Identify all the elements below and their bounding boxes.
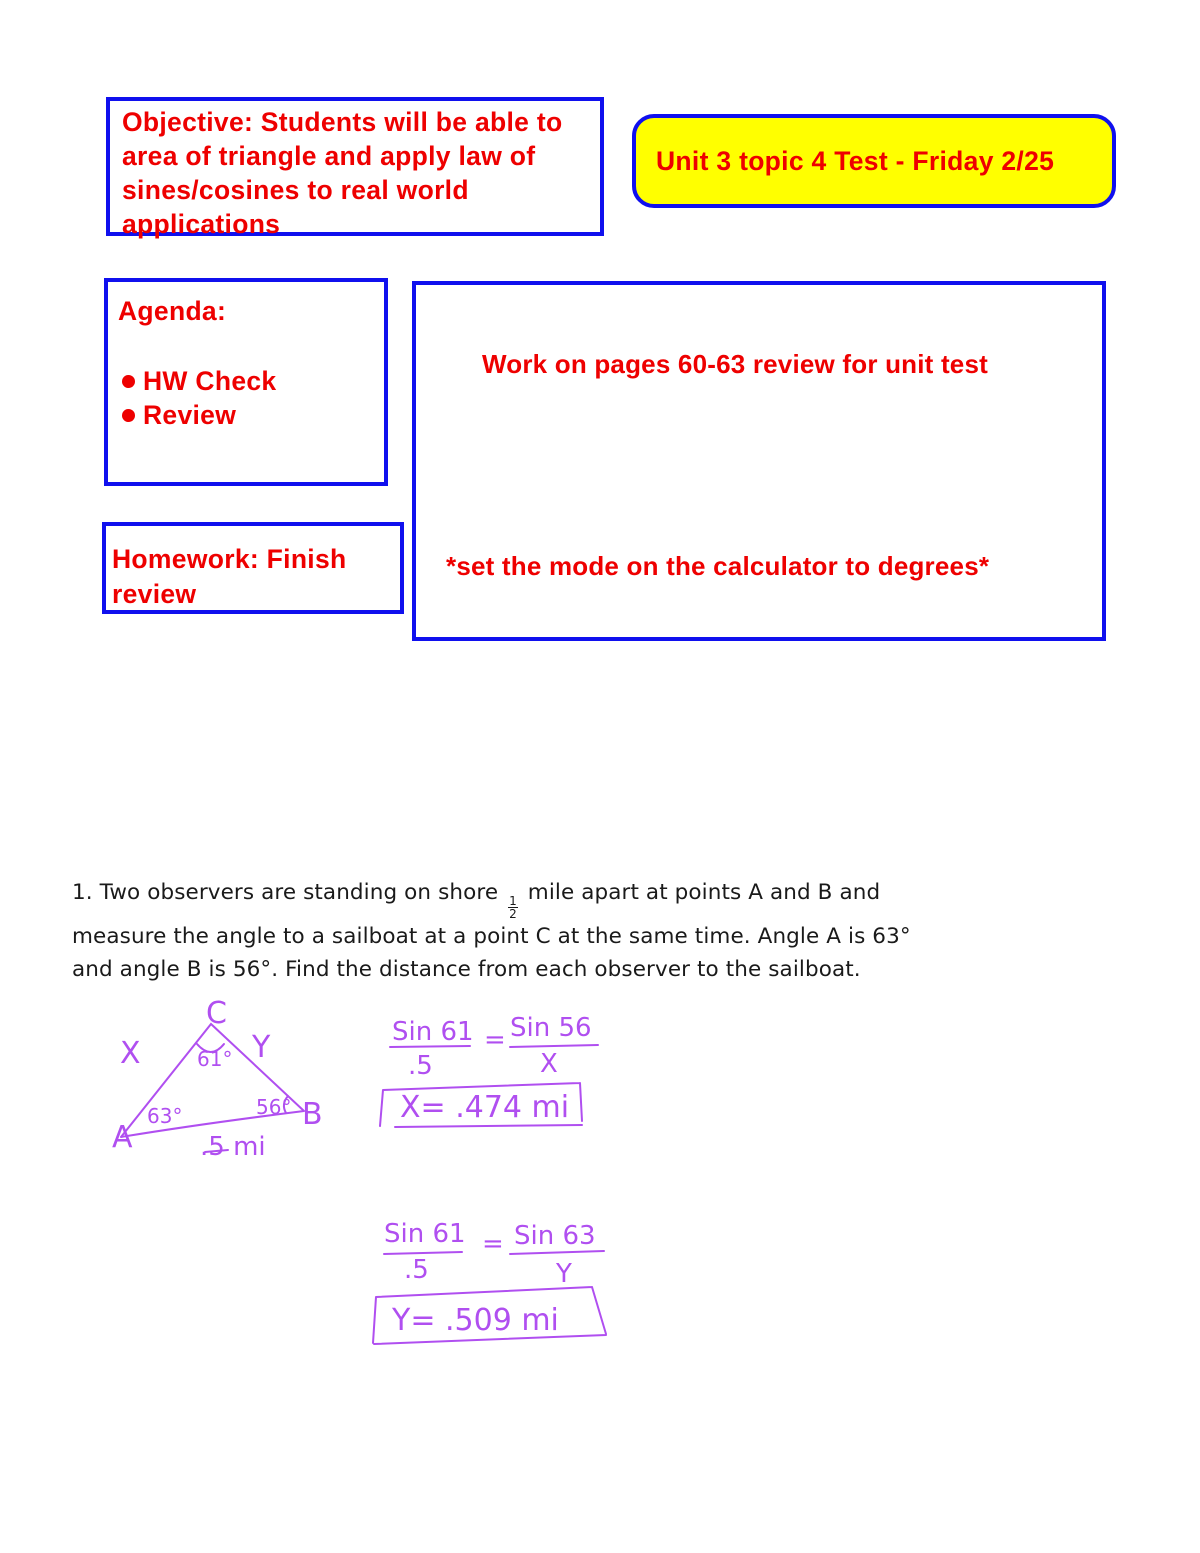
eq1-equals: = (484, 1025, 506, 1055)
problem-line1-end: mile apart at points A and B and (527, 880, 881, 905)
eq2-equals: = (482, 1229, 504, 1259)
homework-line: Homework: Finish (112, 544, 347, 574)
objective-line: applications (122, 209, 281, 239)
test-date-text: Unit 3 topic 4 Test - Friday 2/25 (656, 146, 1055, 176)
problem-line1-start: 1. Two observers are standing on shore (72, 880, 499, 905)
angle-b-label: 56° (256, 1095, 292, 1119)
eq1-left-numerator: Sin 61 (392, 1017, 474, 1047)
eq1-left-denominator: .5 (408, 1051, 433, 1081)
eq2-right-denominator: Y (556, 1259, 572, 1289)
vertex-b-label: B (302, 1097, 323, 1132)
eq2-answer: Y= .509 mi (392, 1303, 559, 1338)
eq1-answer: X= .474 mi (400, 1090, 570, 1125)
eq2-left-denominator: .5 (404, 1255, 429, 1285)
vertex-c-label: C (206, 996, 227, 1031)
eq2-left-bar (384, 1252, 462, 1254)
eq2-left-numerator: Sin 61 (384, 1219, 466, 1249)
problem-line: and angle B is 56°. Find the distance from each observer to the sailboat. (72, 957, 861, 982)
objective-line: Objective: Students will be able to (122, 107, 563, 137)
eq2-right-bar (510, 1251, 604, 1254)
calculator-note: *set the mode on the calculator to degrees* (446, 551, 990, 581)
work-instruction: Work on pages 60-63 review for unit test (482, 349, 988, 379)
problem-line: measure the angle to a sailboat at a point C at the same time. Angle A is 63° (72, 924, 911, 949)
eq2-right-numerator: Sin 63 (514, 1221, 596, 1251)
eq1-right-numerator: Sin 56 (510, 1013, 592, 1043)
agenda-heading: Agenda: (118, 296, 227, 326)
objective-line: area of triangle and apply law of (122, 141, 536, 171)
side-x-label: X (120, 1036, 141, 1071)
angle-a-label: 63° (147, 1104, 183, 1128)
side-y-label: Y (252, 1030, 271, 1065)
vertex-a-label: A (112, 1120, 133, 1155)
eq1-right-denominator: X (540, 1049, 558, 1079)
fraction-denominator: 2 (509, 907, 517, 921)
homework-line: review (112, 579, 197, 609)
objective-line: sines/cosines to real world (122, 175, 469, 205)
agenda-item-label: Review (143, 400, 237, 430)
base-length-label: .5 mi (200, 1132, 266, 1162)
fraction-numerator: 1 (509, 894, 517, 908)
agenda-item-label: HW Check (143, 366, 277, 396)
eq1-right-bar (510, 1045, 598, 1047)
angle-c-label: 61° (197, 1047, 233, 1071)
